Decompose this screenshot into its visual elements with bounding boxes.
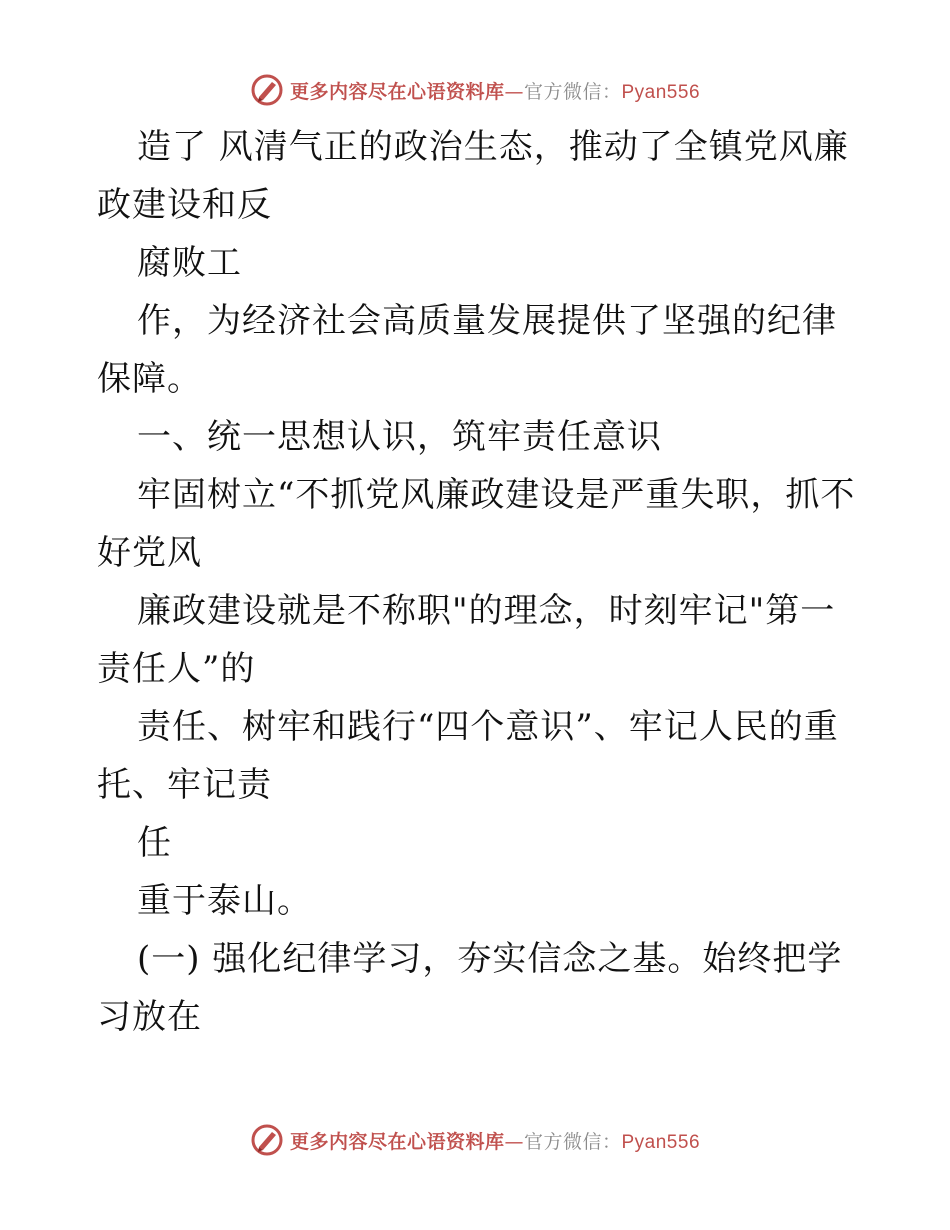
banner-text (290, 77, 700, 104)
banner-dash: — (504, 80, 524, 103)
paragraph: 腐败工 (137, 243, 242, 283)
banner-main-text: 更多内容尽在心语资料库 (289, 80, 505, 103)
document-body (97, 118, 857, 1046)
banner-sub-text: 官方微信： (523, 80, 622, 103)
paragraph: 责任、树牢和践行“四个意识”、牢记人民的重托、牢记责 (97, 707, 839, 805)
banner-dash: — (504, 1130, 524, 1153)
paragraph: 牢固树立“不抓党风廉政建设是严重失职，抓不好党风 (97, 475, 856, 573)
paragraph: 重于泰山。 (137, 881, 312, 921)
banner-text (290, 1127, 700, 1154)
pen-logo-icon (250, 1123, 284, 1157)
banner-wechat-id: Pyan556 (621, 81, 701, 103)
paragraph: 廉政建设就是不称职"的理念，时刻牢记"第一责任人”的 (97, 591, 836, 689)
header-banner (0, 70, 950, 110)
paragraph: 造了 风清气正的政治生态，推动了全镇党风廉政建设和反 (97, 127, 849, 225)
paragraph: 任 (137, 823, 172, 863)
section-heading: 一、统一思想认识，筑牢责任意识 (137, 417, 662, 457)
banner-sub-text: 官方微信： (523, 1130, 622, 1153)
paragraph: 作，为经济社会高质量发展提供了坚强的纪律保障。 (97, 301, 837, 399)
banner-wechat-id: Pyan556 (621, 1131, 701, 1153)
footer-banner (0, 1120, 950, 1160)
subsection-heading: (一) 强化纪律学习，夯实信念之基。始终把学习放在 (97, 939, 843, 1037)
banner-main-text: 更多内容尽在心语资料库 (289, 1130, 505, 1153)
pen-logo-icon (250, 73, 284, 107)
